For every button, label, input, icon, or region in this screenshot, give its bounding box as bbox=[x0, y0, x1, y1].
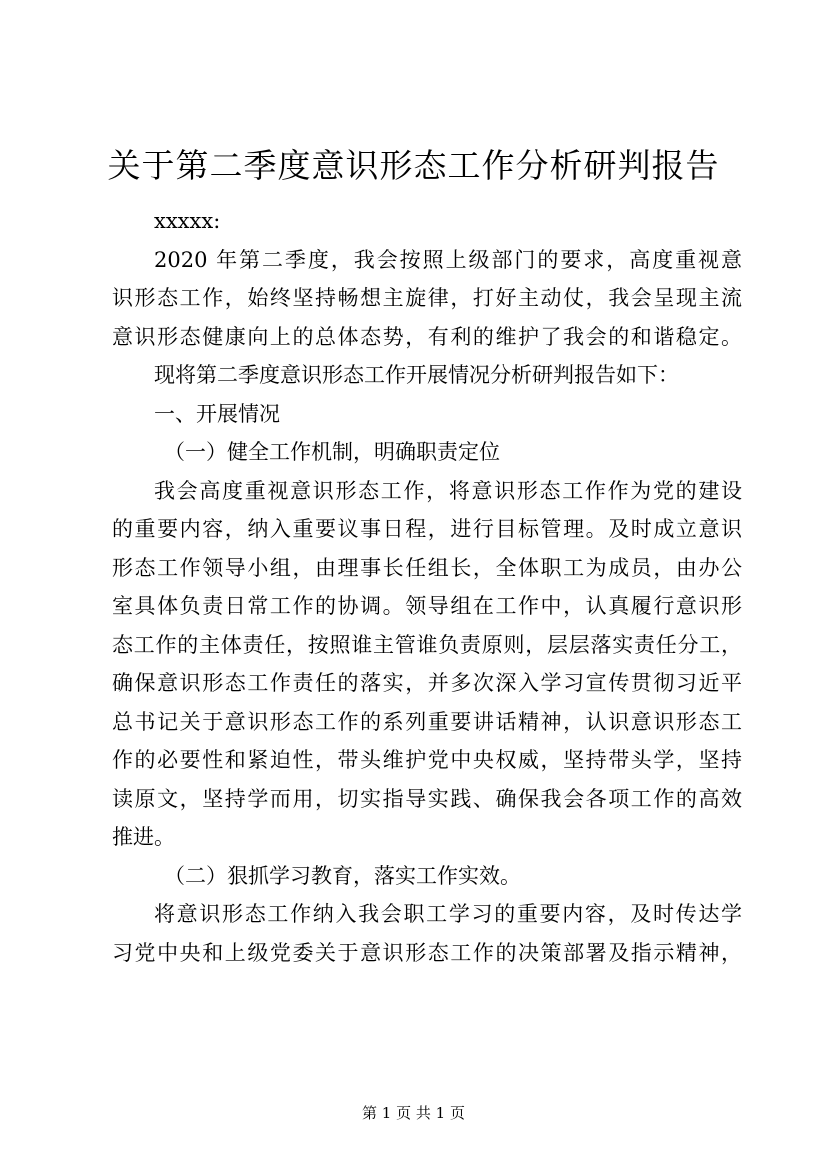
paragraph-line: 作的必要性和紧迫性，带头维护党中央权威，坚持带头学，坚持 bbox=[112, 748, 742, 772]
subsection-heading: （二）狠抓学习教育，落实工作实效。 bbox=[164, 863, 521, 888]
paragraph-line: 习党中央和上级党委关于意识形态工作的决策部署及指示精神， bbox=[112, 940, 742, 965]
paragraph-line: 室具体负责日常工作的协调。领导组在工作中，认真履行意识形 bbox=[112, 594, 742, 618]
document-body bbox=[112, 202, 742, 972]
paragraph-line: 读原文，坚持学而用，切实指导实践、确保我会各项工作的高效 bbox=[112, 786, 742, 811]
paragraph-line: 确保意识形态工作责任的落实，并多次深入学习宣传贯彻习近平 bbox=[112, 671, 742, 695]
paragraph-line: 的重要内容，纳入重要议事日程，进行目标管理。及时成立意识 bbox=[112, 517, 742, 541]
subsection-heading: （一）健全工作机制，明确职责定位 bbox=[164, 440, 500, 464]
paragraph-line: 2020 年第二季度，我会按照上级部门的要求，高度重视意 bbox=[154, 247, 742, 272]
paragraph-line: 形态工作领导小组，由理事长任组长，全体职工为成员，由办公 bbox=[112, 555, 742, 580]
section-heading: 一、开展情况 bbox=[154, 401, 280, 426]
paragraph-line: 现将第二季度意识形态工作开展情况分析研判报告如下： bbox=[154, 363, 679, 387]
page-number-footer: 第 1 页 共 1 页 bbox=[362, 1104, 465, 1122]
salutation-line: xxxxx: bbox=[154, 209, 221, 233]
paragraph-line: 态工作的主体责任，按照谁主管谁负责原则，层层落实责任分工， bbox=[112, 632, 742, 657]
paragraph-line: 推进。 bbox=[112, 825, 175, 849]
paragraph-line: 意识形态健康向上的总体态势，有利的维护了我会的和谐稳定。 bbox=[112, 324, 742, 349]
document-title: 关于第二季度意识形态工作分析研判报告 bbox=[107, 146, 720, 185]
paragraph-line: 总书记关于意识形态工作的系列重要讲话精神，认识意识形态工 bbox=[112, 709, 742, 734]
paragraph-line: 我会高度重视意识形态工作，将意识形态工作作为党的建设 bbox=[154, 478, 742, 503]
paragraph-line: 将意识形态工作纳入我会职工学习的重要内容，及时传达学 bbox=[154, 902, 742, 926]
paragraph-line: 识形态工作，始终坚持畅想主旋律，打好主动仗，我会呈现主流 bbox=[112, 286, 742, 310]
